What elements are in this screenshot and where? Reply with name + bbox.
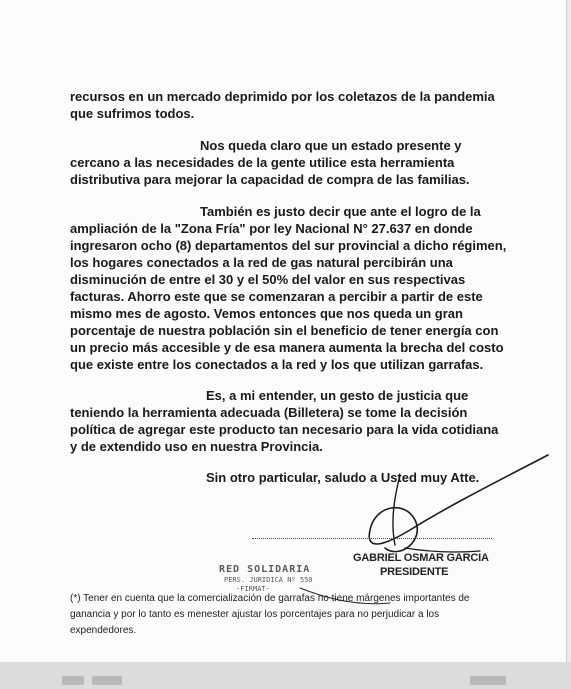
footnote-line: (*) Tener en cuenta que la comercialización de garrafas no tiene márgenes importantes de (70, 593, 470, 604)
body-line: Nos queda claro que un estado presente y (200, 138, 462, 153)
stamp-legal: PERS. JURIDICA Nº 550 (224, 576, 313, 584)
body-line: y de extendido uso en nuestra Provincia. (70, 439, 323, 454)
stamp-city: -FIRMAT- (236, 585, 270, 593)
body-line: ingresaron ocho (8) departamentos del sur provincial a dicho régimen, (70, 238, 507, 253)
body-line: cercano a las necesidades de la gente utilice esta herramienta (70, 155, 455, 170)
body-line: un precio más accesible y de esa manera aumenta la brecha del costo (70, 340, 504, 355)
footnote-line: expendedores. (70, 625, 137, 636)
next-page-mark (62, 676, 84, 685)
body-line: porcentaje de nuestra población sin el beneficio de tener energía con (70, 323, 499, 338)
signer-role: PRESIDENTE (380, 566, 449, 578)
body-line: disminución de entre el 30 y el 50% del valor en sus respectivas (70, 272, 466, 287)
body-line: mismo mes de agosto. Vemos entonces que nos queda un gran (70, 306, 463, 321)
next-page-mark (470, 676, 506, 685)
next-page-mark (92, 676, 122, 685)
body-line: teniendo la herramienta adecuada (Billetera) se tome la decisión (70, 405, 468, 420)
body-line: recursos en un mercado deprimido por los coletazos de la pandemia (70, 89, 495, 104)
signature-line (252, 538, 492, 539)
body-line: política de agregar este producto tan necesario para la vida cotidiana (70, 422, 499, 437)
body-line: que existe entre los conectados a la red y los que utilizan garrafas. (70, 357, 484, 372)
body-line: Es, a mi entender, un gesto de justicia que (206, 388, 469, 403)
signer-name: GABRIEL OSMAR GARCIA (353, 552, 489, 564)
footnote-line: ganancia y por lo tanto es menester ajustar los porcentajes para no perjudicar a los (70, 609, 440, 620)
body-line: que sufrimos todos. (70, 106, 195, 121)
body-line: los hogares conectados a la red de gas natural percibirán una (70, 255, 453, 270)
body-line: ampliación de la "Zona Fría" por ley Nacional N° 27.637 en donde (70, 221, 473, 236)
body-line: distributiva para mejorar la capacidad de compra de las familias. (70, 172, 470, 187)
closing-line: Sin otro particular, saludo a Usted muy Atte. (206, 470, 480, 485)
body-line: También es justo decir que ante el logro de la (200, 204, 481, 219)
stamp-org: RED SOLIDARIA (219, 564, 311, 575)
body-line: facturas. Ahorro este que se comenzaran a percibir a partir de este (70, 289, 483, 304)
